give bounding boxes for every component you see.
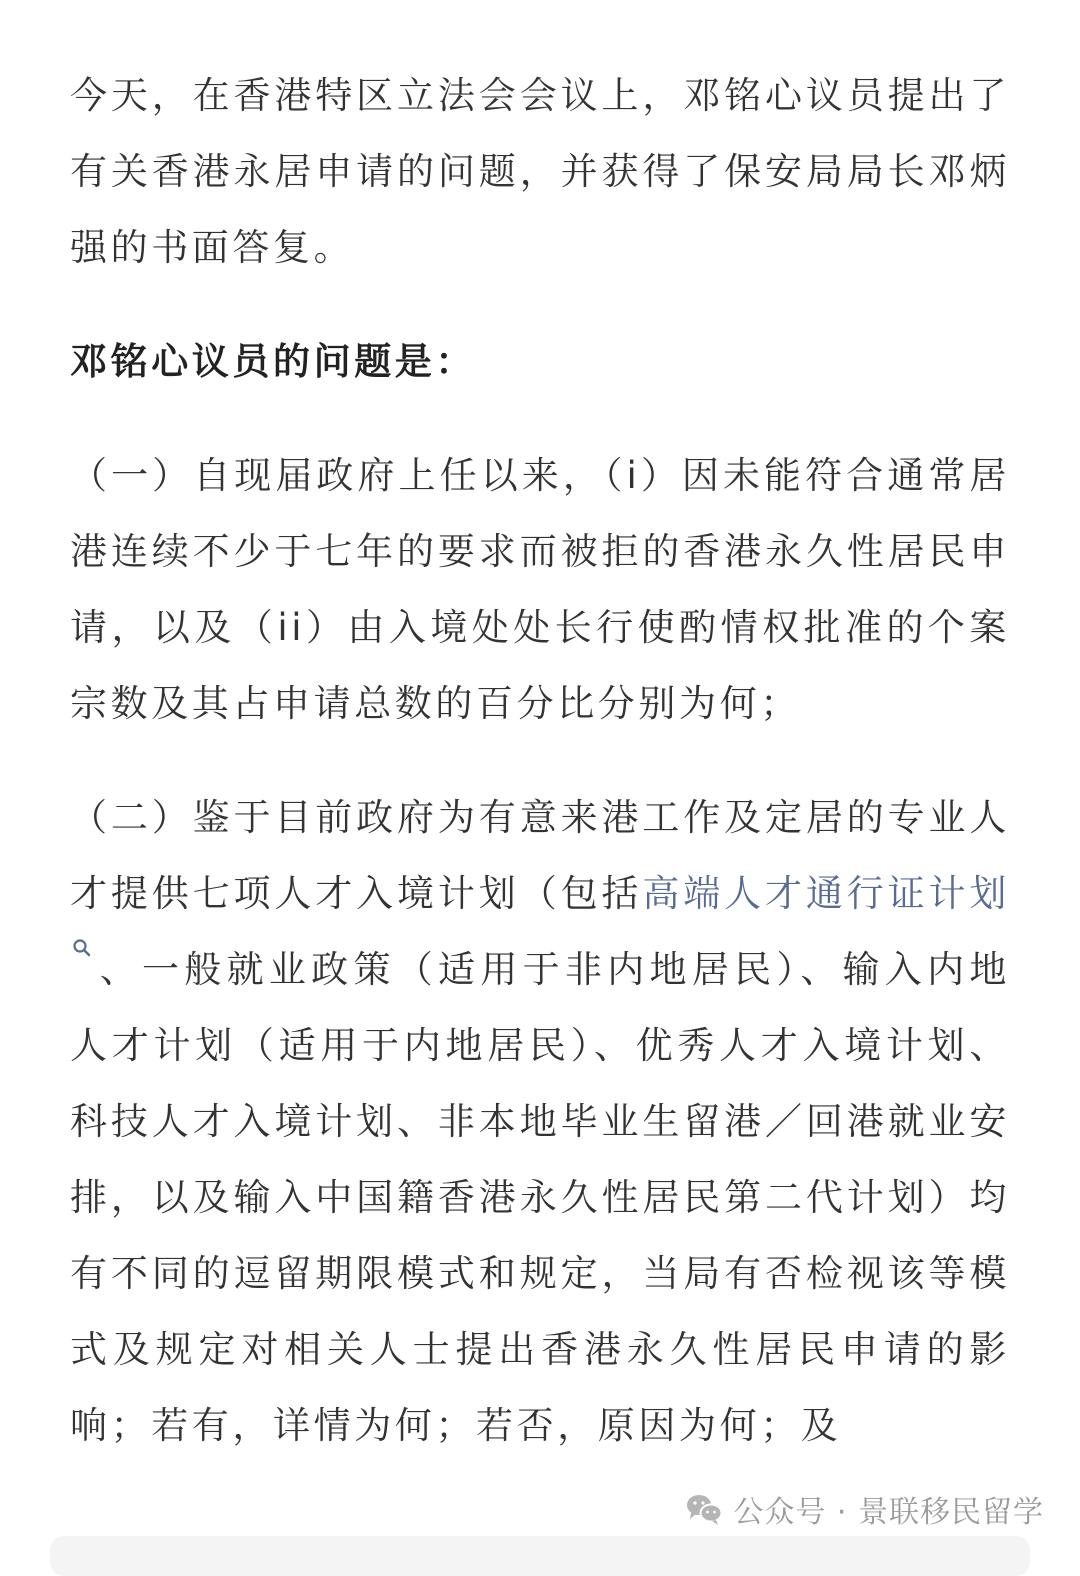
search-icon[interactable]	[70, 932, 96, 962]
watermark	[685, 1484, 1044, 1534]
watermark-text: 公众号 · 景联移民留学	[733, 1495, 1044, 1530]
article-body	[70, 58, 1010, 1464]
question-1-paragraph: （一）自现届政府上任以来，（i）因未能符合通常居港连续不少于七年的要求而被拒的香港永久性居民申请，以及（ii）由入境处处长行使酌情权批准的个案宗数及其占申请总数的百分比分别为何；	[70, 454, 1010, 725]
question-2-text-before-link: （二）鉴于目前政府为有意来港工作及定居的专业人才提供七项人才入境计划（包括	[70, 796, 1010, 915]
question-2-text-after-link: 、一般就业政策（适用于非内地居民）、输入内地人才计划（适用于内地居民）、优秀人才入境计划、科技人才入境计划、非本地毕业生留港／回港就业安排，以及输入中国籍香港永久性居民第二代计划）均有不同的逗留期限模式和规定，当局有否检视该等模式及规定对相关人士提出香港永久性居民申请的影响；若有，详情为何；若否，原因为何；及	[70, 948, 1010, 1447]
bottom-card-edge	[50, 1536, 1030, 1576]
question-2-paragraph	[70, 780, 1010, 1464]
intro-paragraph: 今天，在香港特区立法会会议上，邓铭心议员提出了有关香港永居申请的问题，并获得了保安局局长邓炳强的书面答复。	[70, 74, 1010, 269]
question-heading: 邓铭心议员的问题是：	[70, 340, 476, 383]
wechat-icon	[685, 1492, 723, 1526]
talent-pass-scheme-link[interactable]: 高端人才通行证计划	[642, 872, 1010, 915]
